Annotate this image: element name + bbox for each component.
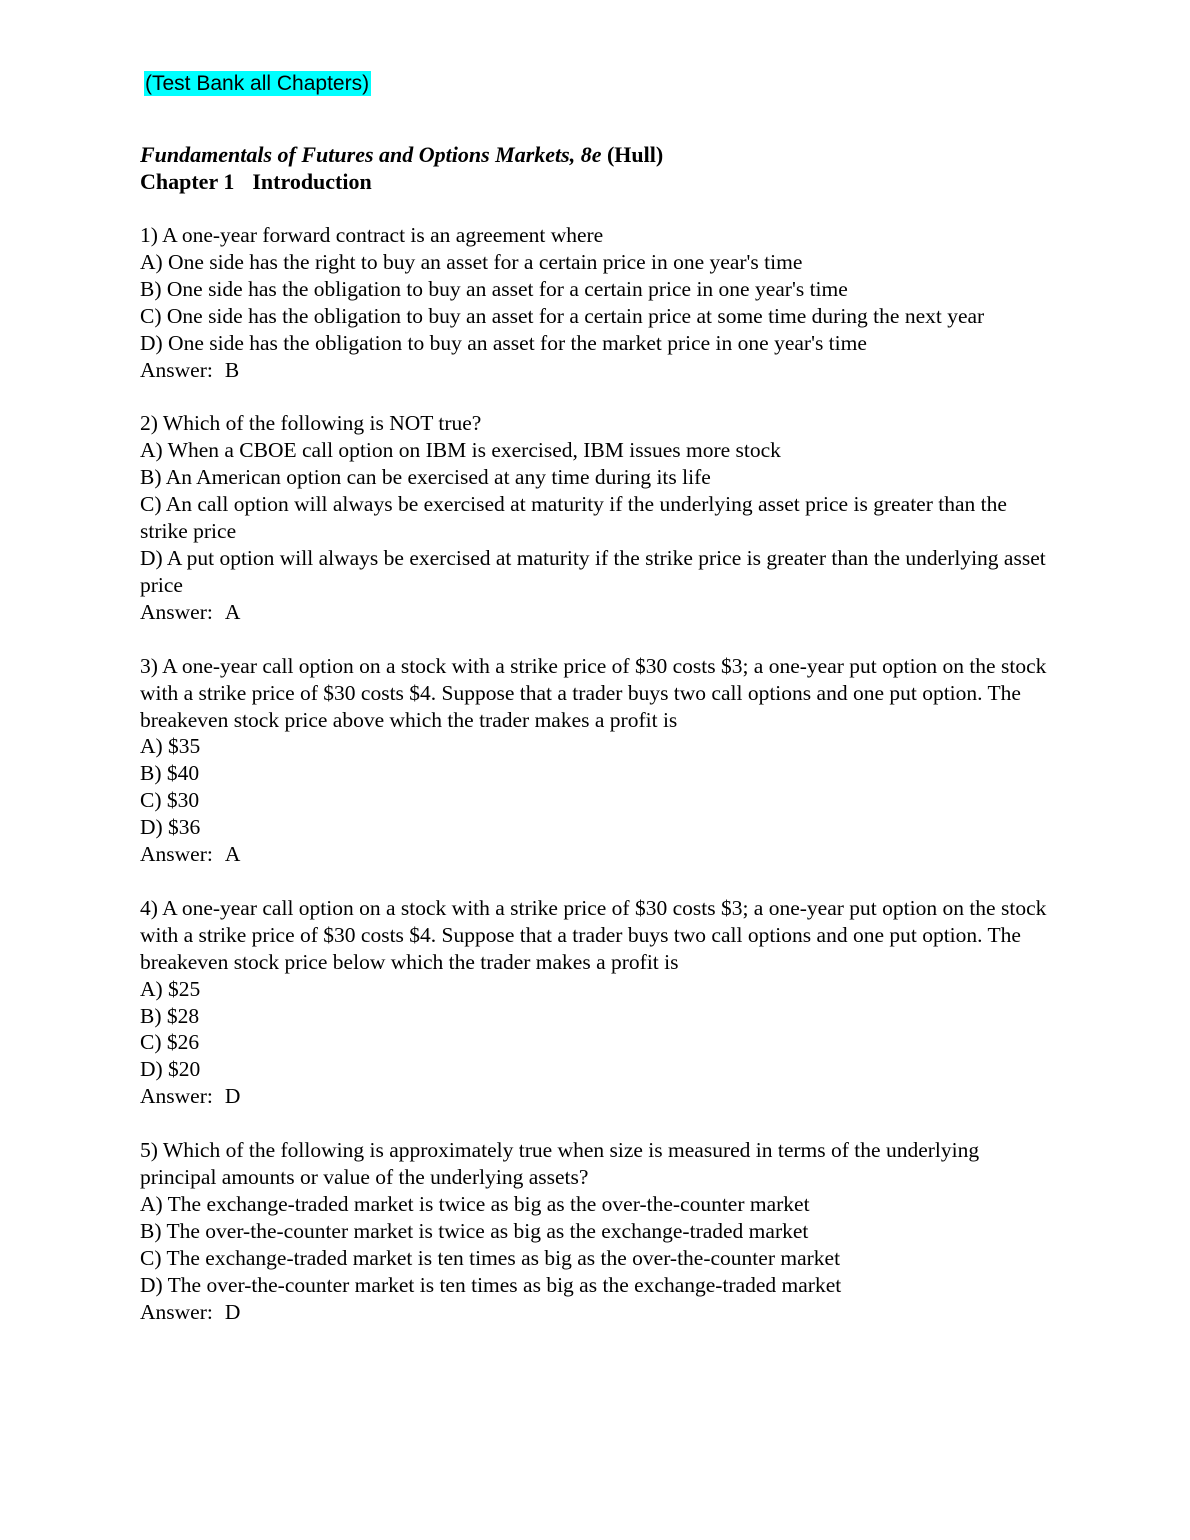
answer-value: A bbox=[224, 599, 241, 624]
answer-option: D) One side has the obligation to buy an asset for the market price in one year's time bbox=[140, 330, 867, 355]
answer-option: C) The exchange-traded market is ten times as big as the over-the-counter market bbox=[140, 1245, 841, 1270]
answer-option: A) The exchange-traded market is twice as big as the over-the-counter market bbox=[140, 1192, 810, 1216]
answer-option: A) $25 bbox=[140, 976, 201, 1001]
question-block bbox=[140, 653, 1060, 868]
answer-option: B) $28 bbox=[140, 1003, 200, 1028]
answer-label: Answer: bbox=[140, 1084, 213, 1109]
answer-line bbox=[140, 1083, 1060, 1110]
answer-value: D bbox=[224, 1084, 241, 1109]
answer-option: B) The over-the-counter market is twice as big as the exchange-traded market bbox=[140, 1218, 809, 1243]
answer-option: B) $40 bbox=[140, 761, 200, 786]
chapter-title bbox=[140, 168, 1060, 195]
question-block bbox=[140, 410, 1060, 625]
book-title-text: Fundamentals of Futures and Options Markets, 8e bbox=[140, 142, 602, 167]
book-author: (Hull) bbox=[606, 142, 664, 167]
answer-line bbox=[140, 841, 1060, 868]
answer-label: Answer: bbox=[140, 1299, 213, 1324]
question-stem: 3) A one-year call option on a stock with a strike price of $30 costs $3; a one-year put option on the stock with a strike price of $30 costs $4. Suppose that a trader buys two call options and one put option. The breakeven stock price above which the trader makes a profit is bbox=[140, 653, 1047, 732]
answer-label: Answer: bbox=[140, 357, 213, 382]
answer-option: A) $35 bbox=[140, 734, 201, 759]
answer-label: Answer: bbox=[140, 842, 213, 867]
question-stem: 4) A one-year call option on a stock with a strike price of $30 costs $3; a one-year put option on the stock with a strike price of $30 costs $4. Suppose that a trader buys two call options and one put option. The breakeven stock price below which the trader makes a profit is bbox=[140, 895, 1047, 974]
question-block bbox=[140, 222, 1060, 383]
answer-line bbox=[140, 1299, 1060, 1326]
answer-option: D) $36 bbox=[140, 815, 201, 840]
question-stem: 1) A one-year forward contract is an agreement where bbox=[140, 223, 604, 247]
answer-option: A) When a CBOE call option on IBM is exercised, IBM issues more stock bbox=[140, 438, 781, 463]
answer-option: D) A put option will always be exercised at maturity if the strike price is greater than the underlying asset price bbox=[140, 545, 1046, 597]
question-list bbox=[140, 222, 1060, 1326]
question-stem: 2) Which of the following is NOT true? bbox=[140, 411, 482, 436]
answer-option: D) $20 bbox=[140, 1057, 201, 1082]
question-stem: 5) Which of the following is approximately true when size is measured in terms of the underlying principal amounts or value of the underlying assets? bbox=[140, 1138, 980, 1190]
answer-option: B) An American option can be exercised at any time during its life bbox=[140, 465, 711, 490]
answer-line bbox=[140, 599, 1060, 626]
answer-option: C) One side has the obligation to buy an asset for a certain price at some time during the next year bbox=[140, 303, 985, 328]
answer-value: B bbox=[224, 357, 240, 382]
answer-line bbox=[140, 357, 1060, 384]
answer-option: D) The over-the-counter market is ten times as big as the exchange-traded market bbox=[140, 1272, 842, 1297]
chapter-number: Chapter 1 bbox=[140, 169, 235, 194]
question-block bbox=[140, 895, 1060, 1110]
document-content bbox=[140, 141, 1060, 1326]
book-title bbox=[140, 141, 1060, 168]
answer-option: B) One side has the obligation to buy an asset for a certain price in one year's time bbox=[140, 276, 848, 301]
test-bank-highlight: (Test Bank all Chapters) bbox=[145, 72, 370, 95]
answer-value: D bbox=[224, 1299, 241, 1324]
answer-option: A) One side has the right to buy an asset for a certain price in one year's time bbox=[140, 249, 803, 274]
answer-value: A bbox=[224, 842, 241, 867]
answer-option: C) $26 bbox=[140, 1030, 200, 1055]
question-block bbox=[140, 1137, 1060, 1325]
answer-label: Answer: bbox=[140, 599, 213, 624]
answer-option: C) An call option will always be exercised at maturity if the underlying asset price is greater than the strike price bbox=[140, 492, 1007, 544]
chapter-name: Introduction bbox=[252, 169, 372, 194]
answer-option: C) $30 bbox=[140, 788, 200, 813]
